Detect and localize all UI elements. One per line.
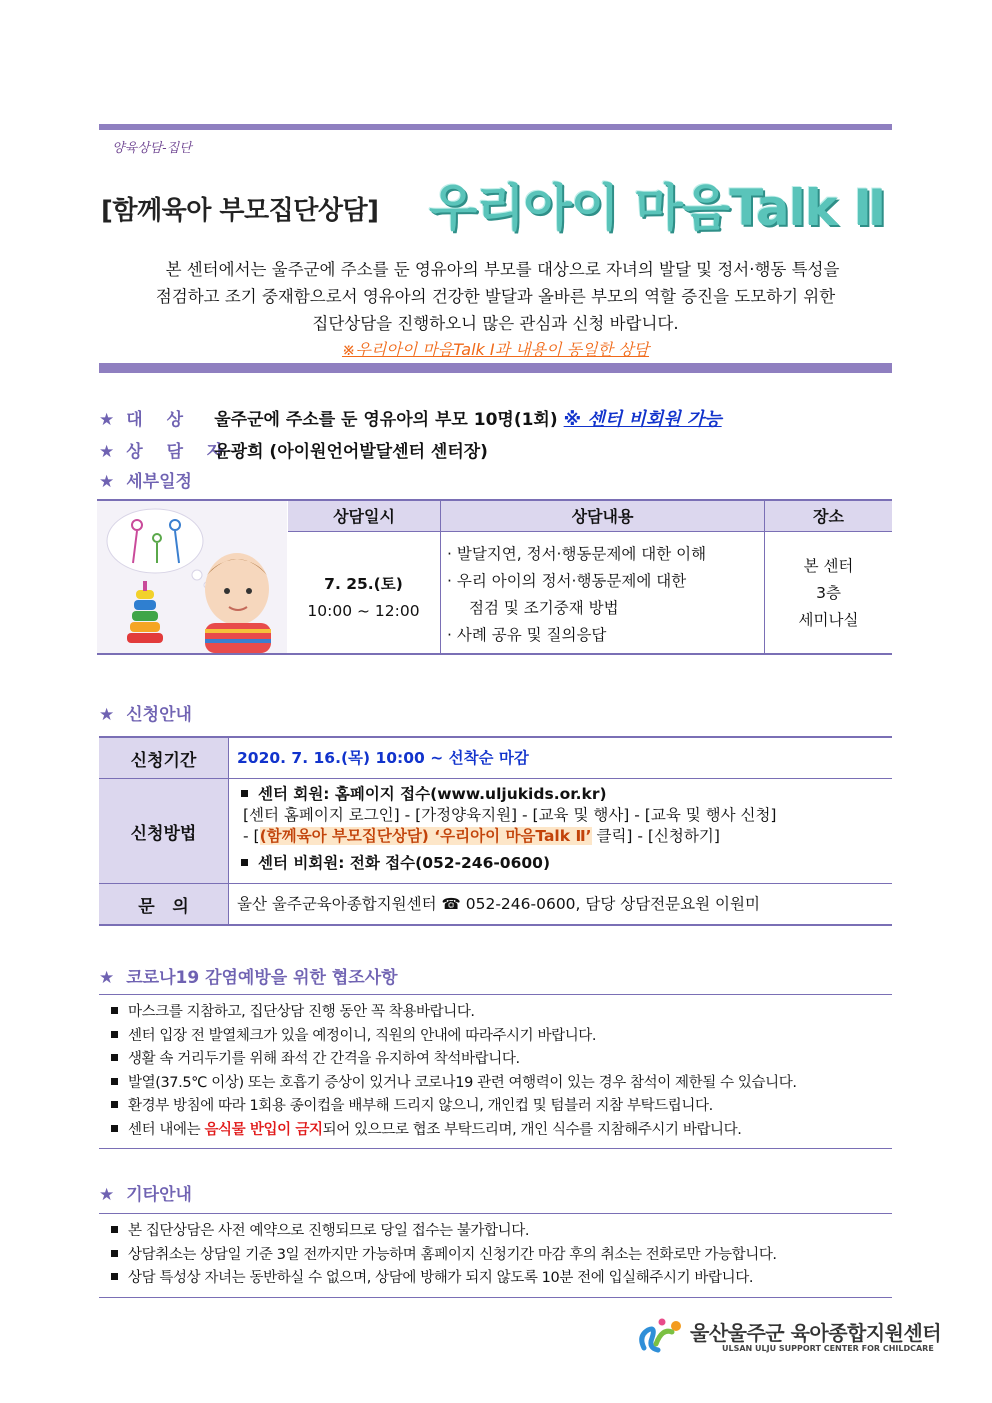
etc-item: 상담 특성상 자녀는 동반하실 수 없으며, 상담에 방해가 되지 않도록 10분 전에 입실해주시기 바랍니다. <box>128 1270 754 1286</box>
apply-period-row <box>99 738 892 779</box>
etc-item: 상담취소는 상담일 기준 3일 전까지만 가능하며 홈페이지 신청기간 마감 후의 취소는 전화로만 가능합니다. <box>128 1246 777 1263</box>
path-suffix: 클릭] - [신청하기] <box>591 827 720 845</box>
star-icon: ★ <box>99 410 115 430</box>
method-nonmember-line <box>237 853 884 874</box>
date-cell <box>287 533 440 653</box>
period-label: 신청기간 <box>99 738 229 778</box>
place-line: 본 센터 <box>803 557 854 575</box>
bullet-icon <box>241 790 248 797</box>
apply-section-title: 신청안내 <box>126 705 192 725</box>
etc-notice-list <box>99 1213 892 1298</box>
bullet-icon <box>241 859 248 866</box>
list-item <box>111 1048 892 1072</box>
title-row <box>99 168 892 237</box>
schedule-row <box>99 467 214 492</box>
covid-item: 생활 속 거리두기를 위해 좌석 간 간격을 유지하여 착석바랍니다. <box>128 1051 520 1067</box>
covid-item: 센터 입장 전 발열체크가 있을 예정이니, 직원의 안내에 따라주시기 바랍니다. <box>128 1027 597 1044</box>
etc-section-title: 기타안내 <box>126 1185 192 1205</box>
target-label: 대 상 <box>126 410 193 430</box>
intro-line: 본 센터에서는 울주군에 주소를 둔 영유아의 부모를 대상으로 자녀의 발달 및 정서·행동 특성을 <box>165 260 840 279</box>
category-tag: 양육상담-집단 <box>112 141 192 156</box>
bullet-icon <box>111 1226 118 1233</box>
session-time: 10:00 ~ 12:00 <box>307 602 420 620</box>
target-note: ※ 센터 비회원 가능 <box>563 409 722 430</box>
covid-notice-list <box>99 994 892 1149</box>
schedule-label: 세부일정 <box>126 472 192 492</box>
list-item <box>111 1267 892 1291</box>
counselor-row <box>99 437 488 462</box>
bullet-icon <box>111 1031 118 1038</box>
method-path-line: [센터 홈페이지 로그인] - [가정양육지원] - [교육 및 행사] - [교육 및 행사 신청] <box>243 806 777 824</box>
header-place: 장소 <box>765 501 892 532</box>
page-subtitle: [함께육아 부모집단상담] <box>101 196 379 226</box>
covid-item: 발열(37.5℃ 이상) 또는 호흡기 증상이 있거나 코로나19 관련 여행력이 있는 경우 참석이 제한될 수 있습니다. <box>128 1074 797 1091</box>
path-prefix: - [ <box>243 827 260 845</box>
star-icon: ★ <box>99 472 115 492</box>
intro-line: 집단상담을 진행하오니 많은 관심과 신청 바랍니다. <box>312 314 679 333</box>
apply-method-row <box>99 779 892 884</box>
counselor-value: 윤광희 (아이원언어발달센터 센터장) <box>214 442 488 462</box>
star-icon: ★ <box>99 442 115 462</box>
baby-with-toys-image <box>97 501 287 653</box>
list-item <box>111 1220 892 1244</box>
bullet-icon <box>111 1078 118 1085</box>
covid-section-title: 코로나19 감염예방을 위한 협조사항 <box>126 968 398 988</box>
method-details <box>229 779 892 883</box>
logo-name: 울산울주군 육아종합지원센터 <box>690 1321 942 1345</box>
child-illustration <box>97 501 287 653</box>
method-nonmember: 센터 비회원: 전화 접수(052-246-0600) <box>258 854 551 872</box>
content-cell <box>441 533 764 653</box>
etc-section-heading <box>99 1180 192 1205</box>
content-item: · 우리 아이의 정서·행동문제에 대한 <box>447 572 687 590</box>
bullet-icon <box>111 1250 118 1257</box>
program-highlight: (함께육아 부모집단상담) ‘우리아이 마음Talk Ⅱ’ <box>259 827 592 845</box>
bullet-icon <box>111 1007 118 1014</box>
star-icon: ★ <box>99 705 115 725</box>
place-cell <box>765 533 892 653</box>
method-member[interactable]: 센터 회원: 홈페이지 접수(www.uljukids.or.kr) <box>258 785 607 803</box>
list-item <box>111 1244 892 1268</box>
star-icon: ★ <box>99 1185 115 1205</box>
intro-line: 점검하고 조기 중재함으로서 영유아의 건강한 발달과 올바른 부모의 역할 증진을 도모하기 위한 <box>155 287 836 306</box>
logo-subtitle: ULSAN ULJU SUPPORT CENTER FOR CHILDCARE <box>722 1344 934 1353</box>
etc-item: 본 집단상담은 사전 예약으로 진행되므로 당일 접수는 불가합니다. <box>128 1223 530 1239</box>
place-line: 세미나실 <box>798 611 859 629</box>
header-date: 상담일시 <box>288 501 440 532</box>
covid-item: 환경부 방침에 따라 1회용 종이컵을 배부해 드리지 않으니, 개인컵 및 텀블러 지참 부탁드립니다. <box>128 1098 713 1114</box>
bullet-icon <box>111 1125 118 1132</box>
target-row <box>99 405 722 431</box>
list-item <box>111 1119 892 1143</box>
period-value: 2020. 7. 16.(목) 10:00 ~ 선착순 마감 <box>237 749 529 767</box>
method-member-line <box>237 784 884 805</box>
bullet-icon <box>111 1273 118 1280</box>
center-logo <box>634 1314 942 1360</box>
method-label: 신청방법 <box>99 779 229 883</box>
page-title: 우리아이 마음Talk Ⅱ <box>429 179 886 237</box>
list-item <box>111 1072 892 1096</box>
contact-value: 울산 울주군육아종합지원센터 ☎ 052-246-0600, 담당 상담전문요원 이원미 <box>237 895 760 913</box>
star-icon: ★ <box>99 968 115 988</box>
header-content: 상담내용 <box>441 501 764 532</box>
bullet-icon <box>111 1054 118 1061</box>
contact-label: 문 의 <box>99 884 229 924</box>
covid-item-suffix: 되어 있으므로 협조 부탁드리며, 개인 식수를 지참해주시기 바랍니다. <box>322 1121 742 1138</box>
session-date: 7. 25.(토) <box>324 575 403 593</box>
list-item <box>111 1001 892 1025</box>
content-item: · 발달지연, 정서·행동문제에 대한 이해 <box>447 545 707 563</box>
apply-table <box>99 736 892 926</box>
food-ban-highlight: 음식물 반입이 금지 <box>204 1121 323 1138</box>
apply-section-heading <box>99 700 192 725</box>
covid-item-prefix: 센터 내에는 <box>128 1121 205 1138</box>
target-value: 울주군에 주소를 둔 영유아의 부모 10명(1회) <box>214 410 558 430</box>
top-divider <box>99 124 892 130</box>
covid-section-heading <box>99 963 398 988</box>
middle-divider <box>99 363 892 373</box>
place-line: 3층 <box>816 584 841 602</box>
list-item <box>111 1025 892 1049</box>
counselor-label: 상 담 자 <box>126 442 233 462</box>
covid-item: 마스크를 지참하고, 집단상담 진행 동안 꼭 착용바랍니다. <box>128 1004 475 1020</box>
method-path-line-2 <box>237 826 884 847</box>
logo-icon <box>634 1314 684 1360</box>
content-item: · 사례 공유 및 질의응답 <box>447 626 607 644</box>
intro-note: ※우리아이 마음Talk Ⅰ과 내용이 동일한 상담 <box>341 340 649 359</box>
intro-text <box>103 256 888 337</box>
list-item <box>111 1095 892 1119</box>
contact-row <box>99 884 892 924</box>
content-item: 점검 및 조기중재 방법 <box>469 599 619 617</box>
schedule-table <box>97 499 892 655</box>
bullet-icon <box>111 1101 118 1108</box>
